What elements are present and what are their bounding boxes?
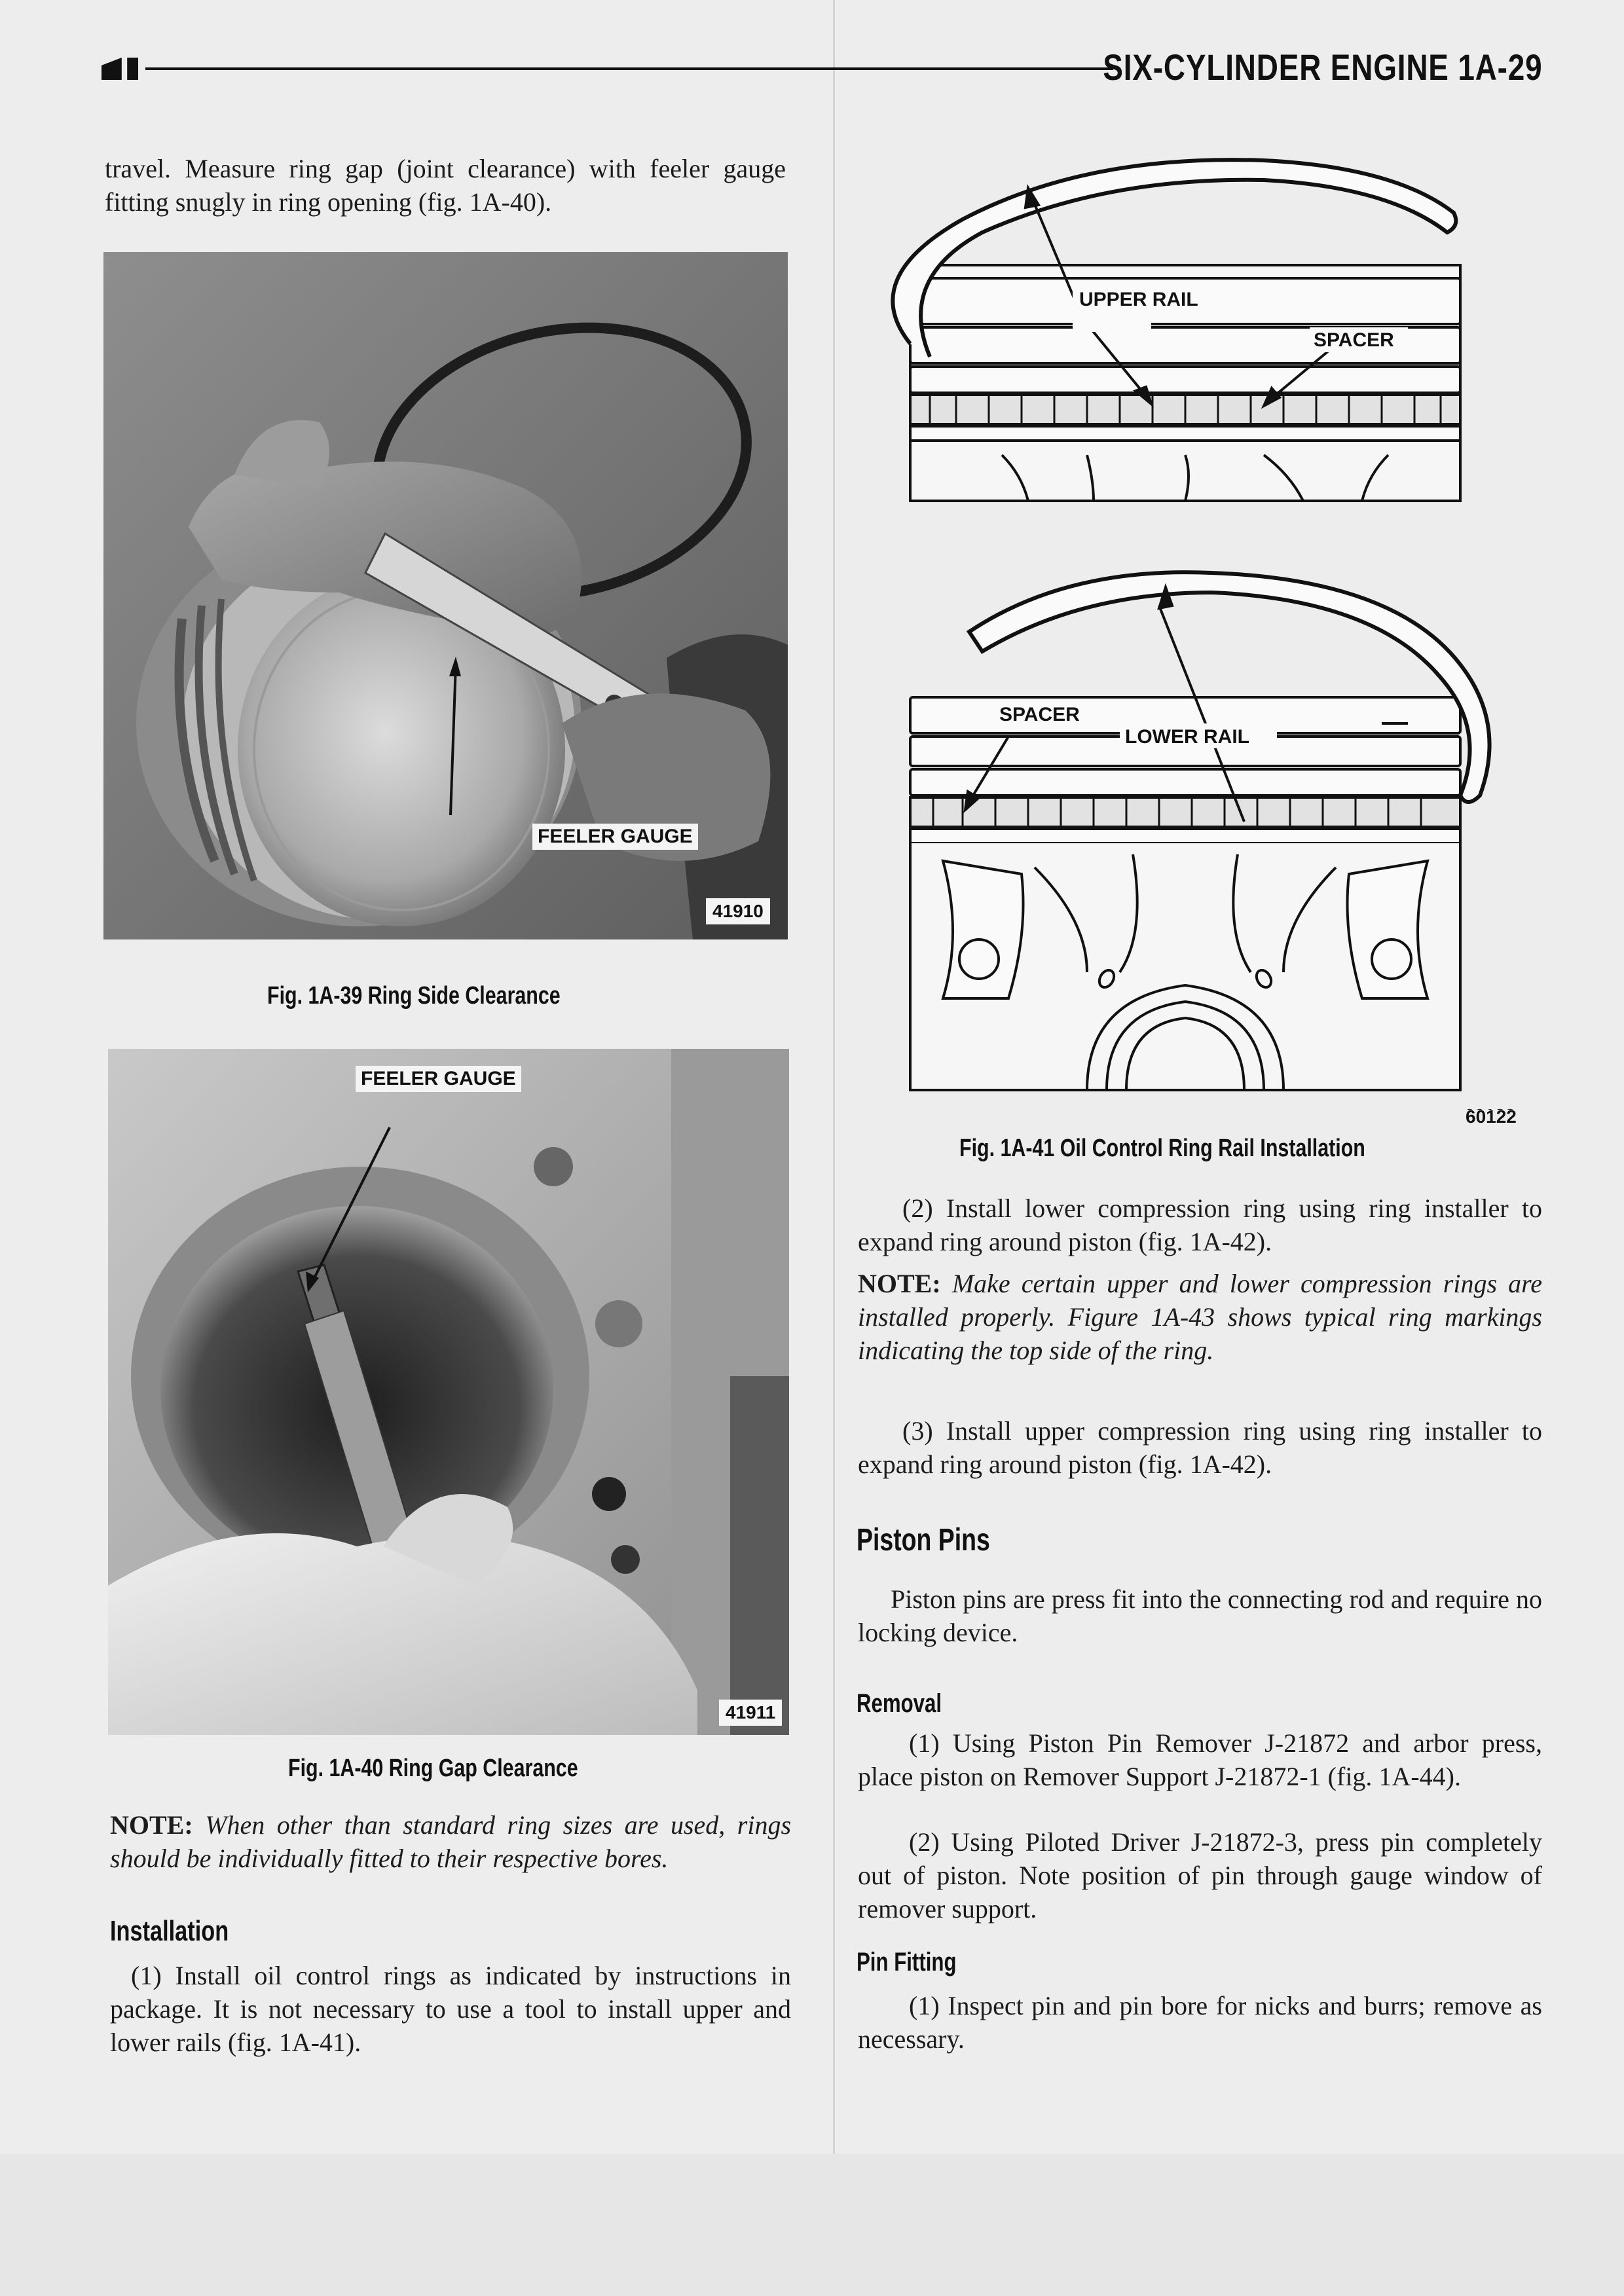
fig-1a-41-spacer-bottom-label [999, 704, 1080, 725]
fig-1a-41-lower-rail-label [1125, 726, 1249, 748]
fig-1a-39-feeler-gauge-label: FEELER GAUGE [532, 824, 698, 850]
left-note-text: When other than standard ring sizes are used, rings should be individually fitted to their respective bores. [110, 1810, 792, 1873]
intro-paragraph: travel. Measure ring gap (joint clearance) with feeler gauge fitting snugly in ring opening (fig. 1A-40). [105, 154, 786, 217]
spacer-top-text: SPACER [1314, 329, 1394, 351]
fig-1a-40-feeler-gauge-label: FEELER GAUGE [356, 1066, 521, 1092]
header-rule [145, 67, 1113, 70]
fig-1a-40-photo [108, 1049, 789, 1735]
step-2-paragraph: (2) Install lower compression ring using ring installer to expand ring around piston (fig. 1A-42). [858, 1194, 1542, 1256]
installation-heading: Installation [110, 1915, 229, 1947]
fig-1a-41-illustration [871, 147, 1545, 1110]
pin-fitting-heading: Pin Fitting [857, 1948, 957, 1977]
removal-step-2: (2) Using Piloted Driver J-21872-3, press pin completely out of piston. Note position of pin through gauge window of remover support. [858, 1827, 1542, 1923]
page-title: SIX-CYLINDER ENGINE 1A-29 [1102, 46, 1542, 88]
fig-1a-40-number: 41911 [719, 1700, 782, 1726]
left-note-paragraph [110, 1808, 791, 1875]
spacer-bottom-text: SPACER [999, 704, 1080, 725]
installation-step-1: (1) Install oil control rings as indicated by instructions in package. It is not necessary to use a tool to install upper and lower rails (fig. 1A-41). [110, 1961, 791, 2057]
fig-1a-40-caption: Fig. 1A-40 Ring Gap Clearance [288, 1755, 578, 1782]
upper-rail-text: UPPER RAIL [1079, 289, 1198, 310]
page-bottom-margin [0, 2154, 1624, 2296]
column-divider [833, 0, 835, 2154]
lower-rail-text: LOWER RAIL [1125, 726, 1249, 748]
fig-1a-41-number-label: 60122 [1466, 1106, 1517, 1127]
right-note-text: Make certain upper and lower compression rings are installed properly. Figure 1A-43 shows typical ring markings indicating the top side of the ring. [858, 1269, 1542, 1365]
right-note-paragraph [858, 1267, 1542, 1367]
pin-fitting-step-1: (1) Inspect pin and pin bore for nicks and burrs; remove as necessary. [858, 1991, 1542, 2054]
fig-1a-41-caption: Fig. 1A-41 Oil Control Ring Rail Installation [959, 1135, 1365, 1162]
step-3-paragraph: (3) Install upper compression ring using ring installer to expand ring around piston (fig. 1A-42). [858, 1416, 1542, 1479]
fig-1a-40-illustration [108, 1049, 789, 1735]
fig-1a-39-caption: Fig. 1A-39 Ring Side Clearance [267, 982, 561, 1010]
right-note-label: NOTE: [858, 1269, 941, 1298]
piston-pins-heading: Piston Pins [857, 1523, 990, 1558]
removal-heading: Removal [857, 1689, 942, 1718]
piston-pins-intro: Piston pins are press fit into the connecting rod and require no locking device. [858, 1584, 1542, 1647]
fig-1a-41-diagram [871, 147, 1545, 1110]
fig-1a-41-spacer-top-label [1314, 329, 1394, 351]
fig-1a-39-number: 41910 [706, 898, 770, 924]
fig-1a-41-upper-rail-label [1079, 289, 1198, 310]
left-note-label: NOTE: [110, 1810, 193, 1840]
removal-step-1: (1) Using Piston Pin Remover J-21872 and arbor press, place piston on Remover Support J-21872-1 (fig. 1A-44). [858, 1728, 1542, 1791]
